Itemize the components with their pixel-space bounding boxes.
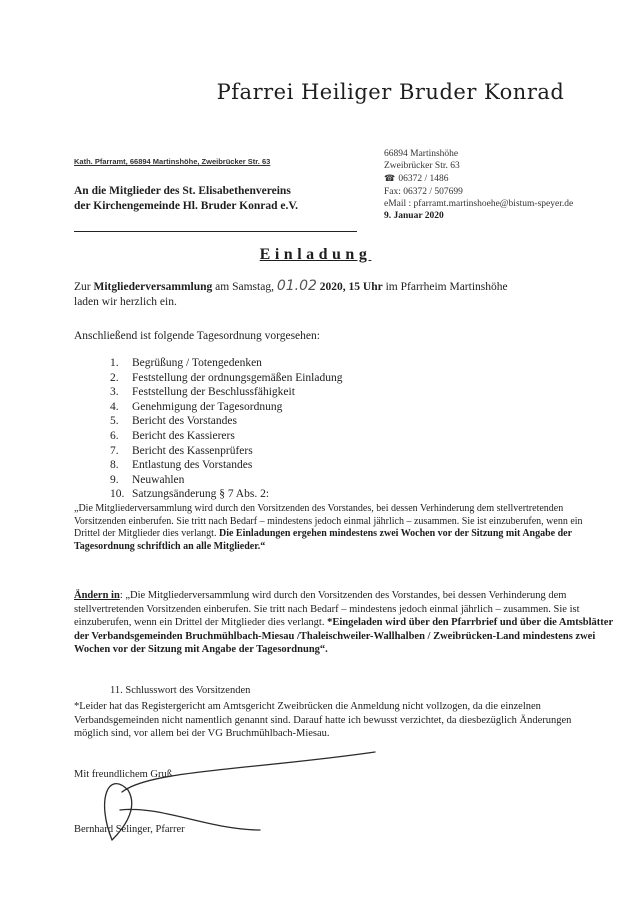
agenda-num: 9. (110, 473, 119, 486)
new-clause-label: Ändern in (74, 590, 120, 601)
agenda-num: 3. (110, 386, 119, 399)
handwritten-date: 01.02 (276, 278, 317, 294)
contact-city: 66894 Martinshöhe (384, 149, 459, 159)
agenda-text: Feststellung der ordnungsgemäßen Einladung (132, 371, 343, 384)
agenda-text: Bericht des Kassenprüfers (132, 444, 253, 457)
parish-title: Pfarrei Heiliger Bruder Konrad (216, 80, 565, 104)
agenda-intro: Anschließend ist folgende Tagesordnung vorgesehen: (74, 330, 320, 342)
agenda-text: Feststellung der Beschlussfähigkeit (132, 386, 295, 399)
agenda-item-closing: 11. Schlusswort des Vorsitzenden (110, 685, 251, 696)
old-clause-bold: Die Einladungen ergehen mindestens zwei Wochen vor der Sitzung mit Angabe der Tagesordnung schriftlich an alle Mitglieder.“ (74, 528, 572, 552)
agenda-num: 4. (110, 400, 119, 413)
recipient-line-2: der Kirchengemeinde Hl. Bruder Konrad e.V. (74, 200, 299, 212)
invitation-line2: laden wir herzlich ein. (74, 295, 177, 308)
agenda-num: 8. (110, 459, 119, 472)
invitation-meeting: Mitgliederversammlung (93, 281, 213, 293)
agenda-text: Satzungsänderung § 7 Abs. 2: (132, 488, 270, 501)
agenda-text: Bericht des Vorstandes (132, 415, 237, 428)
old-clause-text: „Die Mitgliederversammlung wird durch den Vorsitzenden des Vorstandes, bei dessen Verhinderung dem stellvertretenden Vorsitzenden einberufen. Sie tritt nach Bedarf – mindestens jedoch einmal jährlich – zusammen. Sie ist einzuberufen, wenn ein Drittel der Mitglieder dies verlangt. (74, 503, 583, 540)
recipient-line-1: An die Mitglieder des St. Elisabethenvereins (74, 185, 291, 197)
contact-email: eMail : pfarramt.martinshoehe@bistum-speyer.de (384, 198, 574, 209)
new-clause-text: : „Die Mitgliederversammlung wird durch den Vorsitzenden des Vorstandes, bei dessen Verhinderung dem stellvertretenden Vorsitzenden einberufen. Sie tritt nach Bedarf – mindestens jedoch einmal jährlich – zusammen. Sie ist einzuberufen, wenn ein Drittel der Mitglieder dies verlangt. (74, 590, 580, 629)
agenda-text: Bericht des Kassierers (132, 429, 235, 442)
contact-fax: Fax: 06372 / 507699 (384, 186, 463, 197)
agenda-text: Neuwahlen (132, 473, 185, 486)
phone-icon: ☎ (384, 173, 396, 184)
agenda-num: 6. (110, 429, 119, 442)
agenda-num: 2. (110, 371, 119, 384)
agenda-text: Begrüßung / Totengedenken (132, 357, 262, 369)
invitation-post: im Pfarrheim Martinshöhe (382, 281, 508, 293)
invitation-time: 2020, 15 Uhr (319, 281, 383, 293)
invitation-mid: am Samstag, (212, 281, 277, 293)
agenda-num: 7. (110, 444, 119, 457)
new-clause-bold: *Eingeladen wird über den Pfarrbrief und über die Amtsblätter der Verbandsgemeinden Bruchmühlbach-Miesau /Thaleischweiler-Wallhalben / Zweibrücken-Land mindestens zwei Wochen vor der Sitzung mit Angabe der Tagesordnung“. (74, 617, 613, 656)
contact-street: Zweibrücker Str. 63 (384, 161, 460, 172)
agenda-num: 10. (110, 488, 125, 501)
letter-date: 9. Januar 2020 (384, 211, 444, 222)
closing-greeting: Mit freundlichem Gruß (74, 769, 172, 780)
agenda-text: Entlastung des Vorstandes (132, 459, 253, 472)
agenda-text: Genehmigung der Tagesordnung (132, 400, 283, 413)
agenda-num: 1. (110, 357, 119, 369)
signatory-name: Bernhard Selinger, Pfarrer (74, 824, 185, 835)
sender-line: Kath. Pfarramt, 66894 Martinshöhe, Zweibrücker Str. 63 (74, 157, 271, 166)
invitation-pre: Zur (74, 281, 94, 293)
footnote-paragraph: *Leider hat das Registergericht am Amtsgericht Zweibrücken die Anmeldung nicht vollzogen, da die einzelnen Verbandsgemeinden nicht namentlich genannt sind. Darauf hatte ich bewusst verzichtet, da diesbezüglich Änderungen möglich sind, vor allem bei der VG Bruchmühlbach-Miesau. (74, 701, 572, 740)
page-heading: Einladung (259, 246, 372, 263)
contact-phone: 06372 / 1486 (398, 174, 449, 185)
agenda-num: 5. (110, 415, 119, 428)
